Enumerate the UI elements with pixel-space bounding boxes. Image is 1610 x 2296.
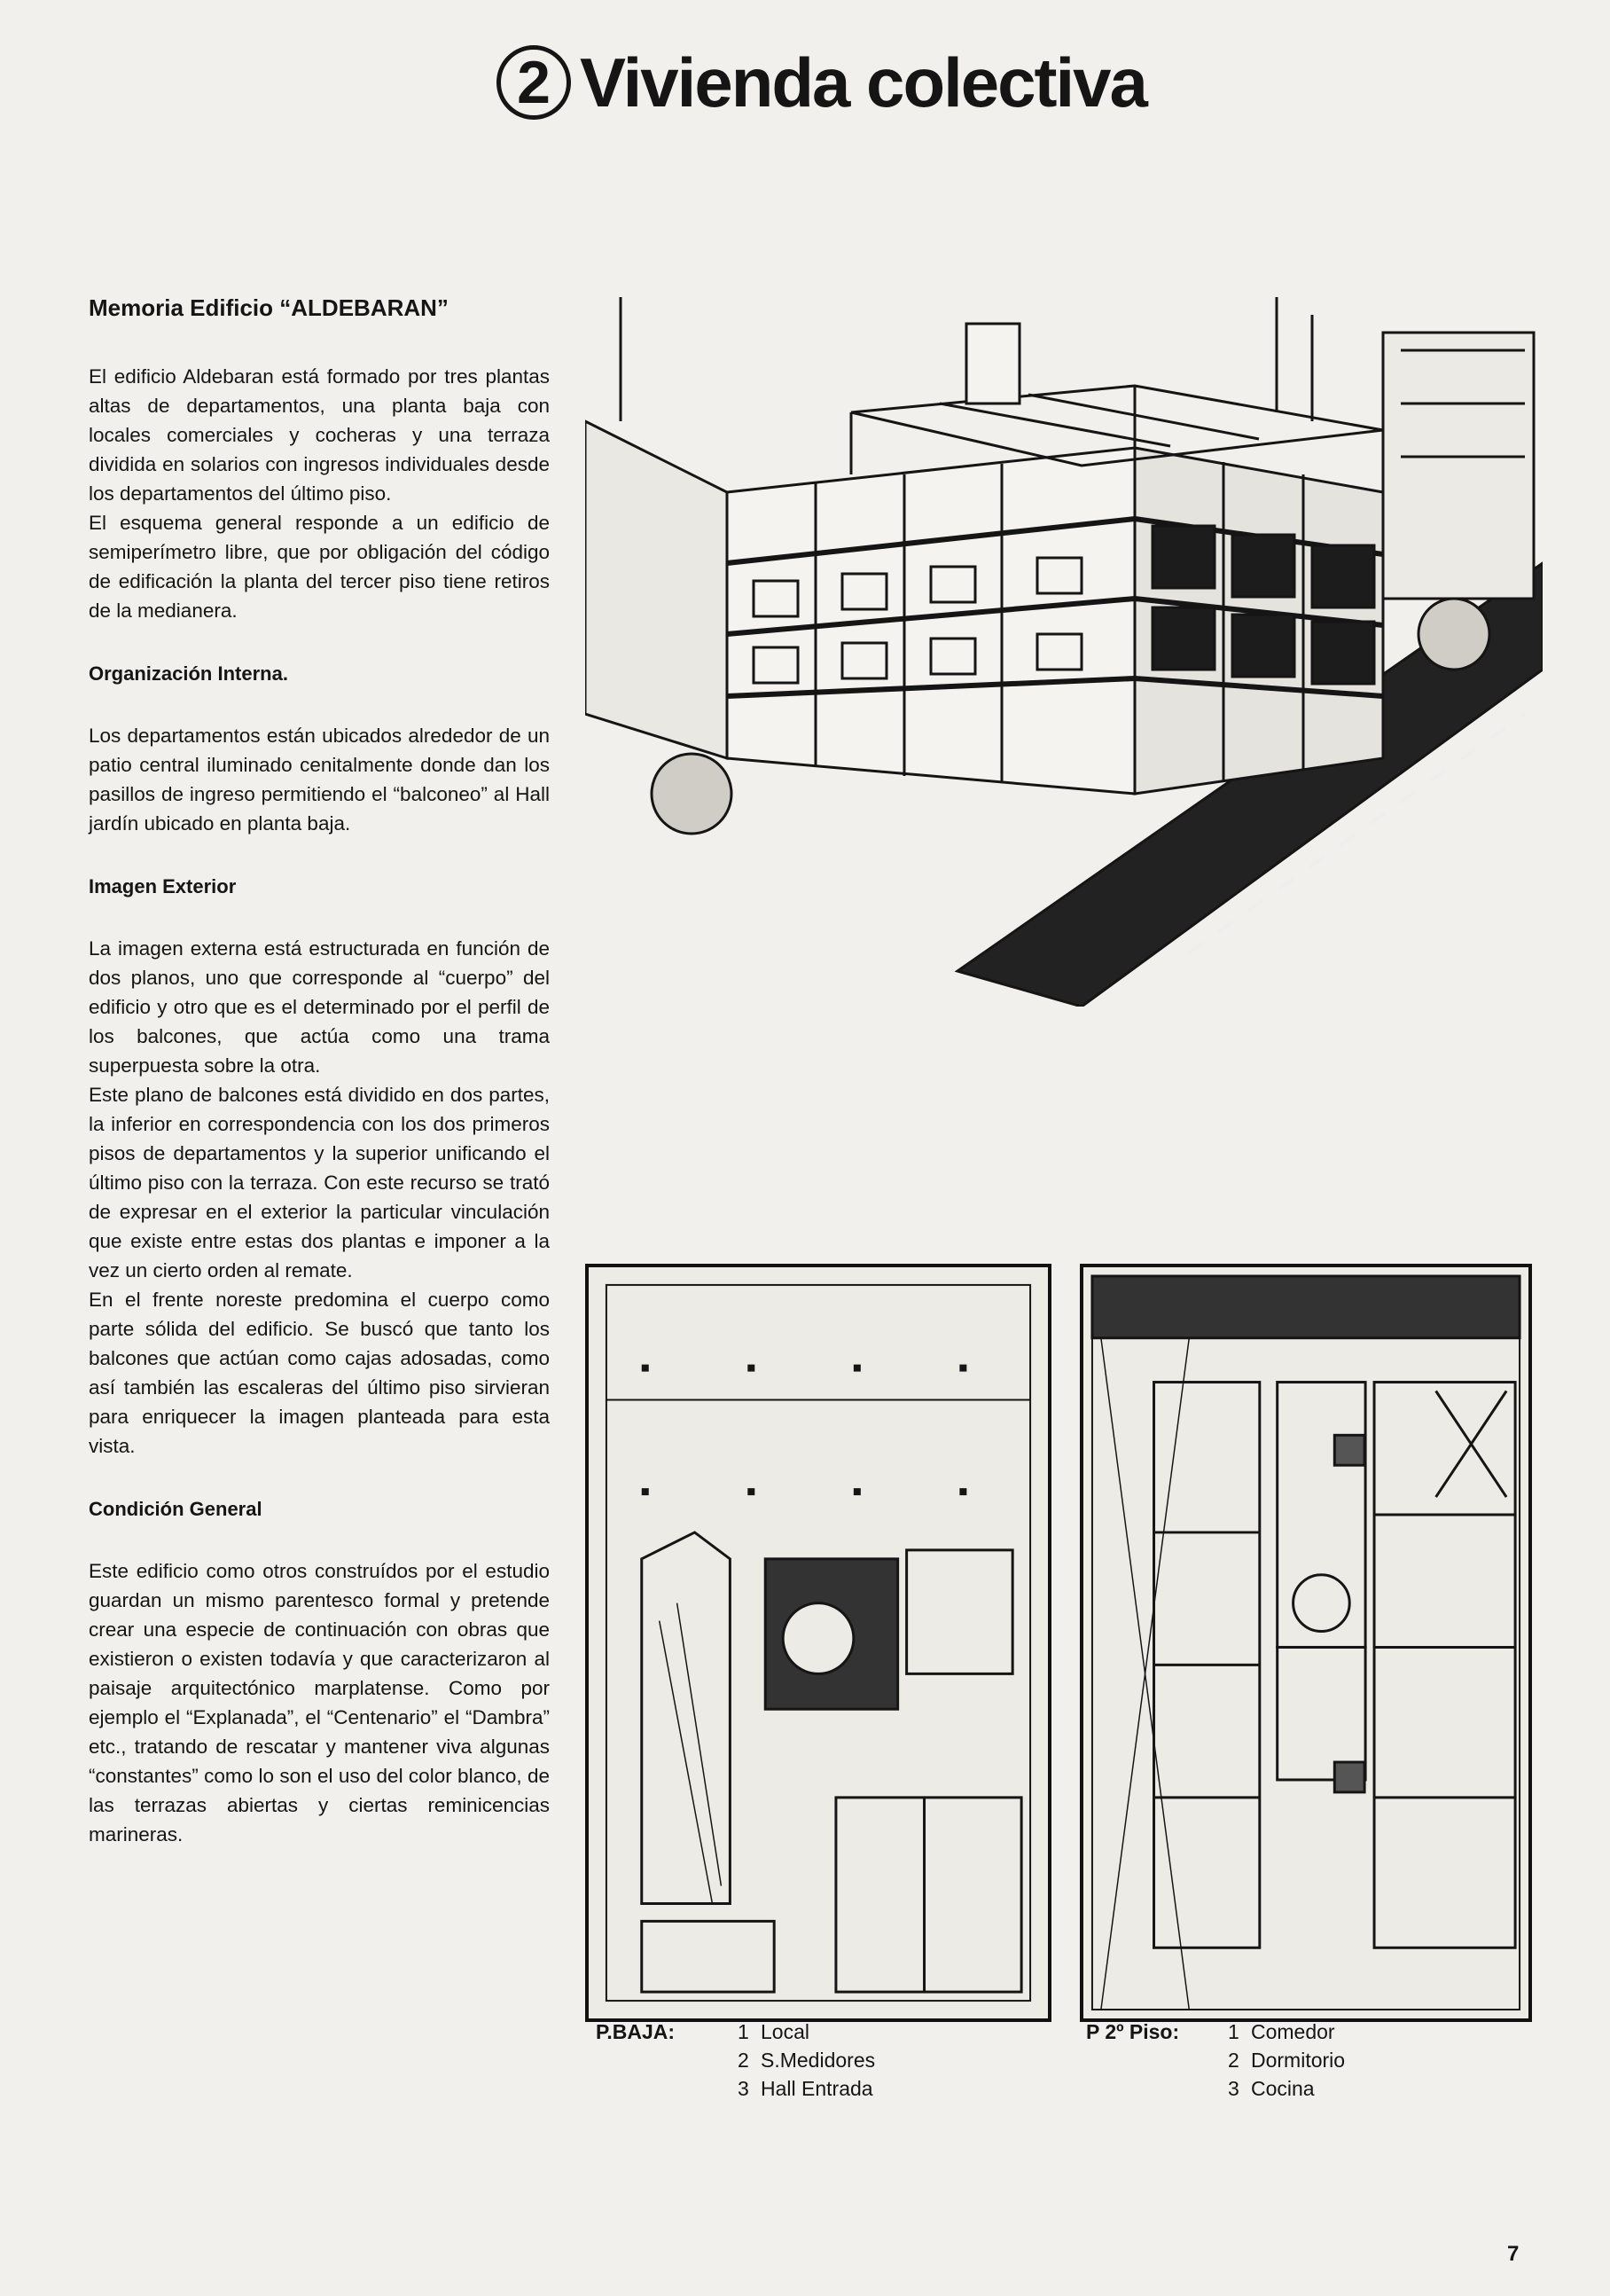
text-column: [89, 293, 550, 1849]
page-number: 7: [1507, 2242, 1520, 2266]
section-heading-memoria: Memoria Edificio “ALDEBARAN”: [89, 294, 449, 321]
legend-item: 1 Local: [738, 2020, 809, 2043]
ground-floor-plan-icon: [589, 1267, 1048, 2018]
paragraph: En el frente noreste predomina el cuerpo como parte sólida del edificio. Se buscó que tanto los balcones que actúan como cajas adosadas, como así también las escaleras del último piso sirvieran para enriquecer la imagen planteada para esta vista.: [89, 1289, 550, 1457]
paragraph: La imagen externa está estructurada en función de dos planos, uno que corresponde al “cuerpo” del edificio y otro que es el determinado por el perfil de los balcones, que actúa como una trama superpuesta sobre la otra.: [89, 937, 550, 1077]
ground-floor-plan: [585, 1264, 1051, 2022]
paragraph: El esquema general responde a un edificio de semiperímetro libre, que por obligación del código de edificación la planta del tercer piso tiene retiros de la medianera.: [89, 512, 550, 622]
building-perspective-drawing: [585, 297, 1543, 1007]
legend-key: P 2º Piso:: [1086, 2020, 1180, 2043]
building-perspective-icon: [585, 297, 1543, 1007]
section-heading-imagen: Imagen Exterior: [89, 875, 237, 897]
section-heading-organizacion: Organización Interna.: [89, 662, 288, 685]
ground-floor-legend: [596, 2018, 968, 2115]
legend-key: P.BAJA:: [596, 2020, 676, 2043]
paragraph: Los departamentos están ubicados alrededor de un patio central iluminado cenitalmente donde dan los pasillos de ingreso permitiendo el “balconeo” al Hall jardín ubicado en planta baja.: [89, 725, 550, 835]
legend-item: 3 Cocina: [1228, 2077, 1315, 2100]
legend-list: [1228, 2018, 1345, 2103]
paragraph: El edificio Aldebaran está formado por tres plantas altas de departamentos, una planta baja con locales comerciales y cocheras y una terraza dividida en solarios con ingresos individuales desde los departamentos del último piso.: [89, 365, 550, 505]
legend-item: 2 S.Medidores: [738, 2049, 876, 2072]
second-floor-plan-icon: [1083, 1267, 1528, 2018]
second-floor-legend: [1086, 2018, 1458, 2115]
paragraph: Este plano de balcones está dividido en dos partes, la inferior en correspondencia con los dos primeros pisos de departamentos y la superior unificando el último piso con la terraza. Con este recurso se trató de expresar en el exterior la particular vinculación que existe entre estas dos plantas e imponer a la vez un cierto orden al remate.: [89, 1084, 550, 1281]
paragraph: Este edificio como otros construídos por el estudio guardan un mismo parentesco formal y pretende crear una especie de continuación con obras que existieron o existen todavía y que caracterizaron al paisaje arquitectónico marplatense. Como por ejemplo el “Explanada”, el “Centenario” el “Dambra” etc., tratando de rescatar y mantener viva algunas “constantes” como lo son el uso del color blanco, de las terrazas abiertas y ciertas reminicencias marineras.: [89, 1560, 550, 1845]
section-heading-condicion: Condición General: [89, 1498, 262, 1520]
title-text: Vivienda colectiva: [580, 43, 1146, 121]
page-title: [496, 34, 1206, 131]
legend-list: [738, 2018, 875, 2103]
legend-item: 2 Dormitorio: [1228, 2049, 1346, 2072]
second-floor-plan: [1080, 1264, 1532, 2022]
legend-item: 1 Comedor: [1228, 2020, 1335, 2043]
title-number-circle: 2: [496, 45, 571, 120]
legend-item: 3 Hall Entrada: [738, 2077, 873, 2100]
